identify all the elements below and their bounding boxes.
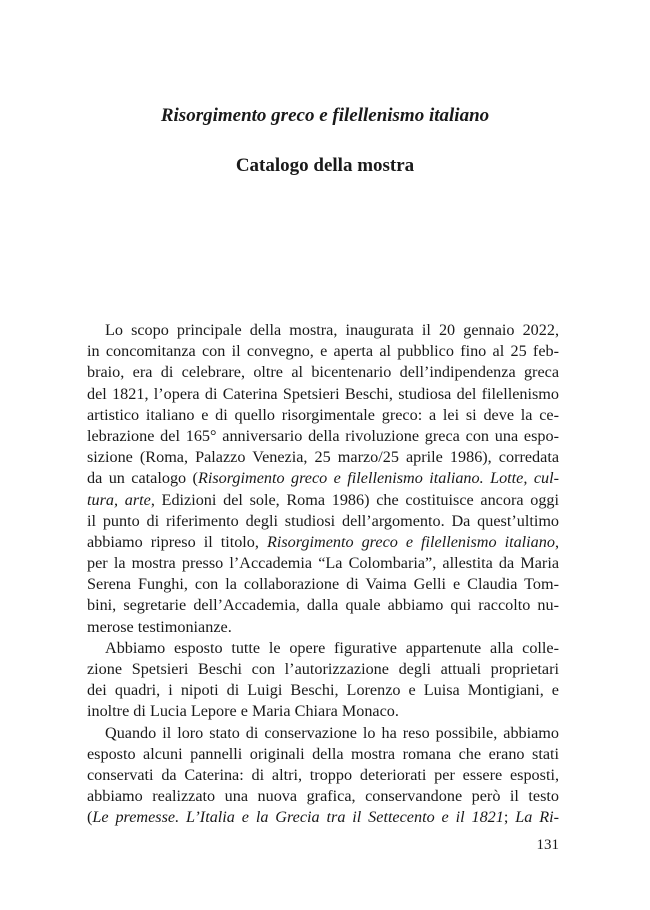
italic-title: La Ri- [515, 808, 560, 827]
page-title: Risorgimento greco e filellenismo italiano [160, 105, 490, 126]
text-segment: , Edizioni del sole, Roma 1986) che costituisce ancora oggi [150, 490, 559, 509]
text-line [87, 532, 559, 553]
text-segment: ( [87, 808, 93, 827]
text-line: inoltre di Lucia Lepore e Maria Chiara Monaco. [87, 702, 399, 721]
text-line: Abbiamo esposto tutte le opere figurative appartenute alla colle- [105, 638, 559, 657]
text-line: lebrazione del 165° anniversario della rivoluzione greca con una espo- [87, 426, 559, 445]
italic-title: Le premesse. L’Italia e la Grecia tra il Settecento e il 1821 [92, 808, 504, 827]
text-line: merose testimonianze. [87, 617, 232, 636]
text-line [87, 468, 559, 489]
text-line: sizione (Roma, Palazzo Venezia, 25 marzo/25 aprile 1986), corredata [87, 448, 559, 467]
text-line: bini, segretarie dell’Accademia, dalla quale abbiamo qui raccolto nu- [87, 596, 559, 615]
text-line: abbiamo realizzato una nuova grafica, conservandone però il testo [87, 787, 559, 806]
text-line: braio, era di celebrare, oltre al bicentenario dell’indipendenza greca [87, 363, 559, 382]
text-line: in concomitanza con il convegno, e aperta al pubblico fino al 25 feb- [87, 342, 559, 361]
body-text [87, 320, 559, 829]
italic-title: tura, arte [87, 490, 151, 509]
text-line: Serena Funghi, con la collaborazione di Vaima Gelli e Claudia Tom- [87, 575, 559, 594]
text-line: zione Spetsieri Beschi con l’autorizzazione degli attuali proprietari [87, 660, 559, 678]
text-segment: ; [503, 808, 516, 827]
italic-title: Risorgimento greco e filellenismo italiano. Lotte, cul- [197, 469, 559, 488]
text-line: esposto alcuni pannelli originali della mostra romana che erano stati [87, 744, 559, 763]
text-segment: abbiamo ripreso il titolo, [87, 532, 267, 551]
text-segment: da un catalogo ( [87, 469, 198, 488]
text-line: il punto di riferimento degli studiosi dell’argomento. Da quest’ultimo [87, 511, 559, 530]
text-line [87, 807, 559, 828]
text-line: Quando il loro stato di conservazione lo ha reso possibile, abbiamo [105, 723, 559, 742]
page-subtitle: Catalogo della mostra [235, 155, 415, 176]
text-line: artistico italiano e di quello risorgimentale greco: a lei si deve la ce- [87, 405, 559, 424]
text-line [87, 490, 559, 511]
text-line: Lo scopo principale della mostra, inaugurata il 20 gennaio 2022, [105, 321, 559, 339]
text-line: per la mostra presso l’Accademia “La Colombaria”, allestita da Maria [87, 554, 559, 573]
italic-title: Risorgimento greco e filellenismo italiano [266, 532, 555, 551]
text-segment: , [554, 532, 559, 551]
page-number: 131 [536, 837, 559, 853]
text-line: del 1821, l’opera di Caterina Spetsieri Beschi, studiosa del filellenismo [87, 384, 559, 403]
text-line: conservati da Caterina: di altri, troppo deteriorati per essere esposti, [87, 765, 559, 784]
text-line: dei quadri, i nipoti di Luigi Beschi, Lorenzo e Luisa Montigiani, e [87, 681, 559, 700]
